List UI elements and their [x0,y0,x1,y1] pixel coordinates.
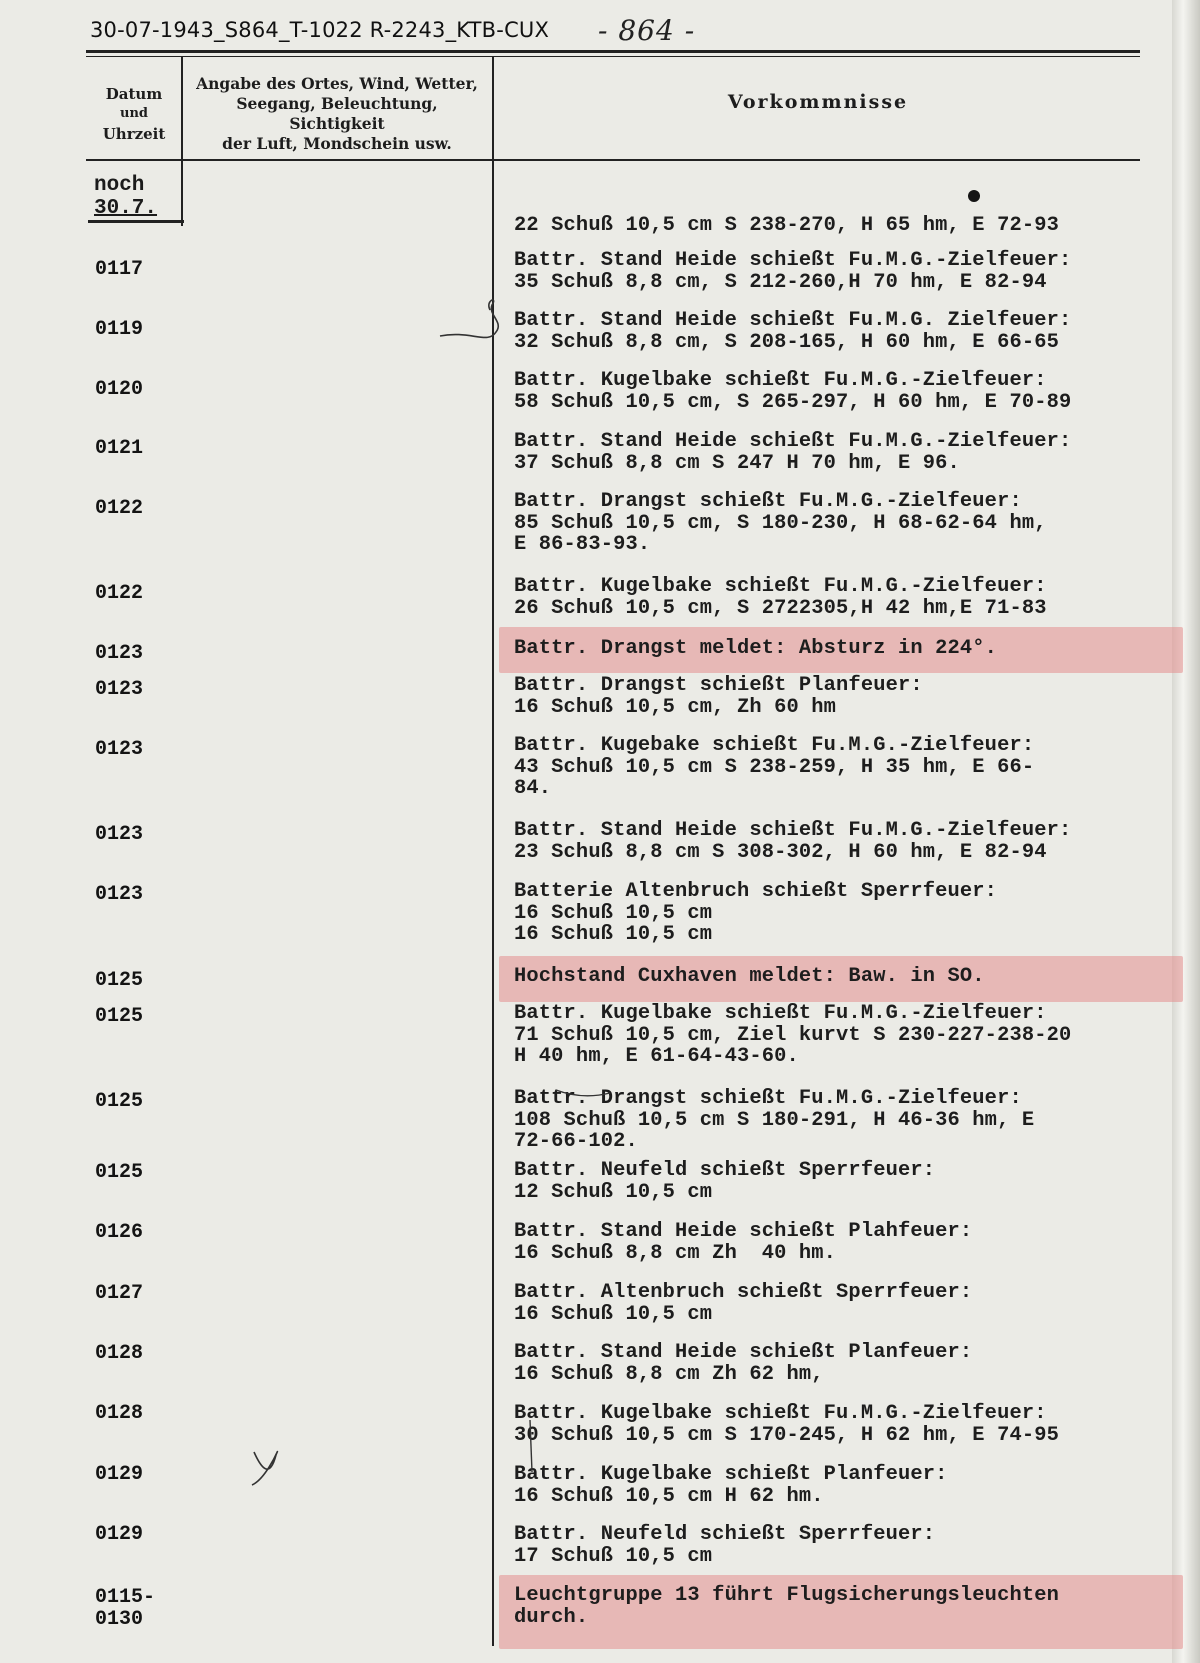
entry-line: Battr. Kugelbake schießt Fu.M.G.-Zielfeuer: [514,369,1047,392]
entry-time: 0120 [95,378,144,401]
entry-line: Battr. Stand Heide schießt Fu.M.G. Zielfeuer: [514,309,1072,332]
header-date-line: Datum [105,85,163,103]
entry-time: 0127 [95,1282,144,1305]
entry-time: 0119 [95,318,144,341]
entry-line: Hochstand Cuxhaven meldet: Baw. in SO. [514,965,985,988]
ink-dot [968,190,980,202]
entry-line: 23 Schuß 8,8 cm S 308-302, H 60 hm, E 82-94 [514,840,1047,864]
entry-line: Battr. Drangst schießt Fu.M.G.-Zielfeuer: [514,1087,1022,1110]
entry-line: Battr. Altenbruch schießt Sperrfeuer: [514,1281,973,1304]
entry-time: 0125 [95,1005,144,1028]
entry-line: 30 Schuß 10,5 cm S 170-245, H 62 hm, E 74-95 [514,1423,1060,1447]
entry-time: 0123 [95,678,144,701]
document-id: 30-07-1943_S864_T-1022 R-2243_KTB-CUX [90,18,550,42]
entry-line: H 40 hm, E 61-64-43-60. [514,1045,799,1068]
pencil-stroke [530,1420,532,1472]
entry-line: Battr. Stand Heide schießt Fu.M.G.-Zielfeuer: [514,819,1072,842]
entry-line: 26 Schuß 10,5 cm, S 2722305,H 42 hm,E 71-83 [514,596,1047,620]
entry-line: Battr. Stand Heide schießt Plahfeuer: [514,1220,973,1243]
entry-line: Battr. Stand Heide schießt Fu.M.G.-Zielfeuer: [514,430,1072,453]
entry-time: 0121 [95,437,144,460]
entry-line: 16 Schuß 8,8 cm Zh 40 hm. [514,1241,837,1265]
entry-line: 16 Schuß 10,5 cm [514,1302,713,1326]
header-place-line: Seegang, Beleuchtung, Sichtigkeit [236,94,438,133]
entry-time: 0128 [95,1342,144,1365]
entry-line: durch. [514,1605,589,1629]
entry-line: 17 Schuß 10,5 cm [514,1544,713,1568]
entry-line: 35 Schuß 8,8 cm, S 212-260,H 70 hm, E 82-94 [514,270,1047,294]
header-date-line: Uhrzeit [102,125,166,143]
header-events-column: Vorkommnisse [727,91,909,113]
entry-line: 108 Schuß 10,5 cm S 180-291, H 46-36 hm, E [514,1108,1035,1132]
entry-line: Battr. Kugelbake schießt Fu.M.G.-Zielfeuer: [514,575,1047,598]
entry-line: 85 Schuß 10,5 cm, S 180-230, H 68-62-64 hm, [514,511,1047,535]
entry-line: 16 Schuß 8,8 cm Zh 62 hm, [514,1362,824,1386]
entry-line: 16 Schuß 10,5 cm H 62 hm. [514,1484,824,1508]
entry-line: 16 Schuß 10,5 cm, Zh 60 hm [514,695,837,719]
entry-line: Battr. Drangst schießt Planfeuer: [514,674,923,697]
entry-time: 0115- 0130 [95,1586,156,1631]
entry-time: 0123 [95,738,144,761]
date-prefix-noch: noch [94,174,145,197]
entry-line: Leuchtgruppe 13 führt Flugsicherungsleuchten [514,1584,1060,1607]
entry-time: 0123 [95,642,144,665]
entry-line: Battr. Kugelbake schießt Fu.M.G.-Zielfeuer: [514,1002,1047,1025]
page-number: - 864 - [598,14,696,47]
entry-line: 72-66-102. [514,1130,638,1153]
pencil-stroke [556,1090,610,1096]
entry-line: 16 Schuß 10,5 cm [514,923,713,946]
entry-line: 84. [514,777,552,800]
entry-line: Batterie Altenbruch schießt Sperrfeuer: [514,880,998,903]
entry-line: Battr. Kugebake schießt Fu.M.G.-Zielfeuer: [514,734,1035,757]
entry-line: E 86-83-93. [514,533,651,556]
entry-line: Battr. Neufeld schießt Sperrfeuer: [514,1523,936,1546]
entry-line: Battr. Drangst schießt Fu.M.G.-Zielfeuer: [514,490,1022,513]
entry-line: 32 Schuß 8,8 cm, S 208-165, H 60 hm, E 66-65 [514,330,1060,354]
entry-time: 0117 [95,258,144,281]
entry-time: 0125 [95,1090,144,1113]
entry-time: 0125 [95,1161,144,1184]
entry-line: 43 Schuß 10,5 cm S 238-259, H 35 hm, E 66- [514,755,1035,779]
entry-line: Battr. Stand Heide schießt Fu.M.G.-Zielfeuer: [514,249,1072,272]
date-prefix-date: 30.7. [94,197,158,220]
entry-time: 0123 [95,823,144,846]
entry-line: Battr. Neufeld schießt Sperrfeuer: [514,1159,936,1182]
pencil-tick [252,1452,277,1485]
entry-line: 16 Schuß 10,5 cm [514,901,713,925]
entry-time: 0126 [95,1221,144,1244]
entry-time: 0128 [95,1402,144,1425]
entry-time: 0122 [95,497,144,520]
pencil-squiggle [440,300,498,337]
header-place-line: Angabe des Ortes, Wind, Wetter, [196,74,478,93]
entry-line: 58 Schuß 10,5 cm, S 265-297, H 60 hm, E 70-89 [514,390,1072,414]
entry-time: 0125 [95,969,144,992]
entry-line: 22 Schuß 10,5 cm S 238-270, H 65 hm, E 72-93 [514,214,1060,237]
entry-time: 0123 [95,883,144,906]
entry-time: 0122 [95,582,144,605]
entry-line: 71 Schuß 10,5 cm, Ziel kurvt S 230-227-238-20 [514,1023,1072,1047]
entry-line: Battr. Stand Heide schießt Planfeuer: [514,1341,973,1364]
entry-line: Battr. Kugelbake schießt Planfeuer: [514,1463,948,1486]
entry-line: Battr. Drangst meldet: Absturz in 224°. [514,637,998,660]
entry-line: Battr. Kugelbake schießt Fu.M.G.-Zielfeuer: [514,1402,1047,1425]
entry-line: 37 Schuß 8,8 cm S 247 H 70 hm, E 96. [514,451,960,475]
header-date-line: und [120,106,148,121]
entry-time: 0129 [95,1463,144,1486]
entry-time: 0129 [95,1523,144,1546]
header-place-line: der Luft, Mondschein usw. [222,134,452,153]
entry-line: 12 Schuß 10,5 cm [514,1180,713,1204]
